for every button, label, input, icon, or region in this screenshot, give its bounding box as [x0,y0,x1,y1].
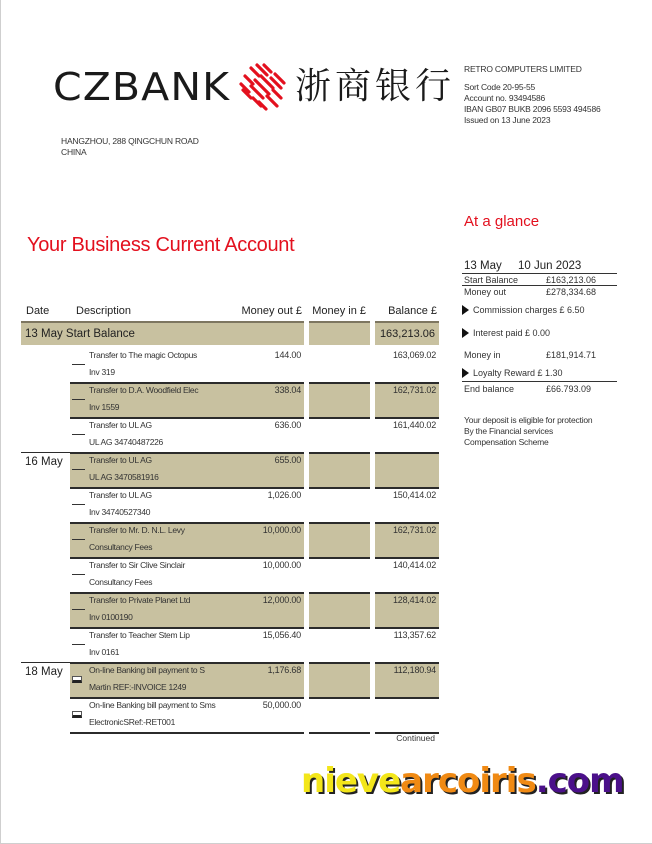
dash-icon [72,399,85,400]
row-description: Transfer to The magic Octopus [89,350,197,360]
row-line [309,697,370,732]
start-balance-row [21,321,439,347]
row-reference: UL AG 34740487226 [89,437,163,447]
protection-line: By the Financial services [464,426,554,436]
table-row [21,522,439,557]
row-line [309,487,370,522]
bill-payment-icon [72,676,82,683]
loyalty-text: Loyalty Reward £ 1.30 [473,368,563,378]
commission-text: Commission charges £ 6.50 [473,305,585,315]
row-money-out: 12,000.00 [262,595,301,605]
iban: IBAN GB07 BUKB 2096 5593 494586 [464,104,601,114]
row-line [375,697,439,732]
dash-icon [72,574,85,575]
row-reference: Inv 319 [89,367,115,377]
row-description: Transfer to Teacher Stem Lip [89,630,190,640]
row-money-out: 10,000.00 [262,525,301,535]
continued-label: Continued [396,733,435,743]
triangle-bullet-icon [462,328,469,338]
bill-payment-icon [72,711,82,718]
table-row [21,592,439,627]
row-description: Transfer to UL AG [89,420,152,430]
start-balance-value: 163,213.06 [375,321,439,345]
address-line: CHINA [61,147,87,157]
bank-name: CZBANK [53,65,231,109]
row-balance: 150,414.02 [392,490,436,500]
date-separator [21,452,70,453]
row-description: Transfer to D.A. Woodfield Elec [89,385,199,395]
row-balance: 112,180.94 [393,665,436,675]
dash-icon [72,364,85,365]
row-line [309,557,370,592]
row-reference: Consultancy Fees [89,542,153,552]
glance-end-balance [462,382,617,396]
triangle-bullet-icon [462,368,469,378]
row-line [70,732,304,734]
value: £163,213.06 [546,274,597,285]
row-description: Transfer to Sir Clive Sinclair [89,560,186,570]
row-line [309,417,370,452]
row-reference: Inv 34740527340 [89,507,151,517]
row-balance: 140,414.02 [392,560,436,570]
glance-interest [462,324,617,342]
watermark-part: arcoiris [400,761,536,801]
row-money-out: 1,176.68 [267,665,301,675]
glance-money-out [462,286,617,298]
row-line [309,732,370,734]
issued-date: Issued on 13 June 2023 [464,115,551,125]
interest-text: Interest paid £ 0.00 [473,328,551,338]
row-balance: 128,414.02 [392,595,436,605]
table-row [21,382,439,417]
row-reference: Consultancy Fees [89,577,153,587]
protection-line: Compensation Scheme [464,437,549,447]
row-reference: Inv 0100190 [89,612,133,622]
dash-icon [72,539,85,540]
row-description: Transfer to UL AG [89,490,152,500]
sort-code: Sort Code 20-95-55 [464,82,536,92]
table-row [21,557,439,592]
at-a-glance-panel [462,258,617,396]
label: Money in [464,350,501,360]
row-date: 18 May [25,666,63,678]
glance-title: At a glance [464,213,540,230]
table-row [21,417,439,452]
row-money-out: 655.00 [274,455,301,465]
row-money-out: 15,056.40 [262,630,301,640]
dash-icon [72,504,85,505]
row-money-out: 50,000.00 [262,700,301,710]
bank-name-chinese: 浙商银行 [294,66,455,107]
value: £66.793.09 [546,384,592,394]
row-money-out: 144.00 [274,350,301,360]
row-description: Transfer to Mr. D. N.L. Levy [89,525,185,535]
dash-icon [72,609,85,610]
glance-loyalty [462,365,617,382]
period-start: 13 May [464,259,502,272]
row-balance: 113,357.62 [393,630,436,640]
glance-start-balance [462,274,617,286]
row-date: 16 May [25,456,63,468]
start-balance-label: 13 May Start Balance [21,321,304,345]
table-row [21,697,439,732]
row-reference: UL AG 3470581916 [89,472,159,482]
address-line: HANGZHOU, 288 QINGCHUN ROAD [61,136,199,146]
row-money-out: 636.00 [274,420,301,430]
header-balance: Balance £ [388,305,437,317]
table-header [21,303,439,319]
row-description: On-line Banking bill payment to S [89,665,205,675]
row-shade [309,382,370,417]
transactions-table [21,303,439,743]
value: £278,334.68 [546,287,597,297]
header-date: Date [26,305,50,317]
header-money-in: Money in £ [312,305,366,317]
bank-address [61,136,199,158]
period-end: 10 Jun 2023 [518,259,582,272]
row-balance: 162,731.02 [392,525,436,535]
row-reference: Inv 1559 [89,402,120,412]
glance-commission [462,301,617,319]
label: Start Balance [464,274,519,285]
watermark-part: nieve [301,761,401,801]
protection-note [464,415,592,448]
header-money-out: Money out £ [241,305,302,317]
row-money-out: 338.04 [274,385,301,395]
page-title: Your Business Current Account [27,234,295,256]
money-in-cell [309,321,370,345]
row-description: Transfer to UL AG [89,455,152,465]
triangle-bullet-icon [462,305,469,315]
date-separator [21,662,70,663]
table-row [21,452,439,487]
dash-icon [72,469,85,470]
header-description: Description [76,305,132,317]
row-balance: 162,731.02 [392,385,436,395]
glance-money-in [462,348,617,362]
account-info [464,64,601,126]
row-reference: ElectronicSRef:-RET001 [89,717,175,727]
row-shade [375,452,439,487]
row-line [309,627,370,662]
watermark-part: .com [535,761,624,801]
company-name: RETRO COMPUTERS LIMITED [464,64,582,74]
dash-icon [72,434,85,435]
table-row [21,662,439,697]
row-shade [309,662,370,697]
table-row [21,487,439,522]
czbank-mark-icon [237,62,287,112]
table-bottom-rule [21,732,439,736]
account-number: Account no. 93494586 [464,93,546,103]
glance-period [462,258,617,274]
bank-logo [53,62,455,112]
protection-line: Your deposit is eligible for protection [464,415,593,425]
row-description: Transfer to Private Planet Ltd [89,595,191,605]
row-shade [309,452,370,487]
watermark [301,761,624,801]
row-shade [309,522,370,557]
label: End balance [464,384,515,394]
row-money-out: 10,000.00 [262,560,301,570]
row-description: On-line Banking bill payment to Sms [89,700,216,710]
label: Money out [464,287,507,297]
row-balance: 161,440.02 [392,420,436,430]
row-money-out: 1,026.00 [267,490,301,500]
row-reference: Inv 0161 [89,647,120,657]
dash-icon [72,644,85,645]
row-balance: 163,069.02 [392,350,436,360]
row-shade [309,592,370,627]
table-row [21,347,439,382]
value: £181,914.71 [546,350,597,360]
row-reference: Martin REF:-INVOICE 1249 [89,682,187,692]
table-row [21,627,439,662]
